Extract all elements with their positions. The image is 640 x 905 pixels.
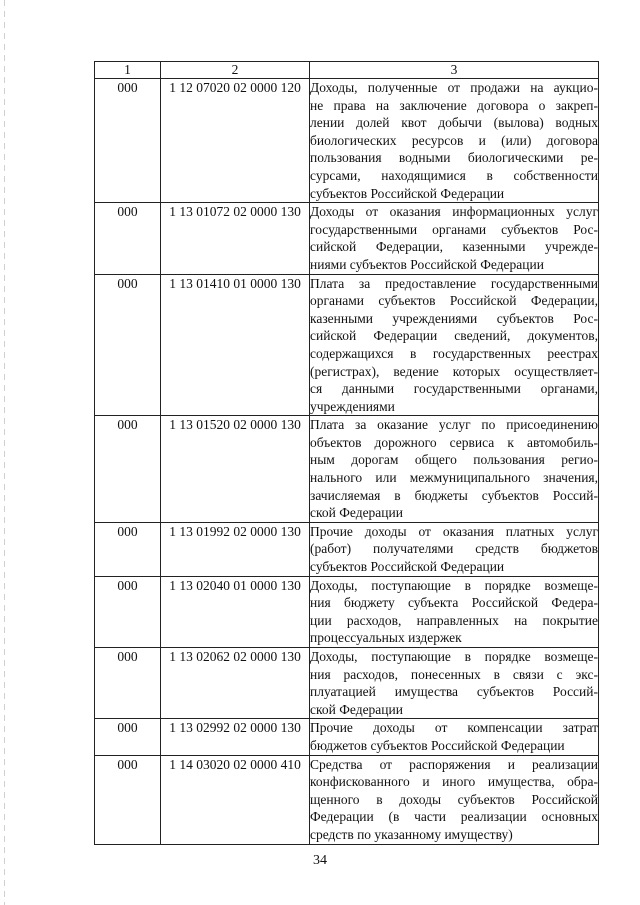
- description-line: Федерации (в части реализации основных: [310, 809, 598, 825]
- description-line: субъектов Российской Федерации: [310, 559, 505, 575]
- budget-code-cell: 1 13 01410 01 0000 130: [161, 274, 310, 416]
- description-line: процессуальных издержек: [310, 630, 462, 646]
- description-line: Доходы, полученные от продажи на аукцио-: [310, 80, 598, 95]
- description-line: содержащихся в государственных реестрах: [310, 345, 598, 361]
- table-row: [95, 648, 599, 719]
- description-line: плуатацией имущества субъектов Россий-: [310, 684, 598, 700]
- budget-code-cell: 1 13 01072 02 0000 130: [161, 203, 310, 274]
- scan-edge: [4, 0, 5, 905]
- table-row: [95, 416, 599, 523]
- description-cell: [310, 416, 599, 523]
- description-line: ской Федерации: [310, 701, 403, 717]
- description-line: (работ) получателями средств бюджетов: [310, 541, 598, 557]
- description-line: Доходы, поступающие в порядке возмеще-: [310, 577, 598, 593]
- admin-code-cell: 000: [95, 416, 161, 523]
- description-line: биологических ресурсов и (или) договора: [310, 132, 598, 148]
- description-line: органами субъектов Российской Федерации,: [310, 293, 598, 309]
- description-cell: [310, 203, 599, 274]
- admin-code-cell: 000: [95, 719, 161, 755]
- description-line: казенными учреждениями субъектов Рос-: [310, 310, 598, 326]
- description-line: Доходы от оказания информационных услуг: [310, 204, 598, 220]
- budget-code-cell: 1 13 01520 02 0000 130: [161, 416, 310, 523]
- description-line: субъектов Российской Федерации: [310, 185, 505, 201]
- admin-code-cell: 000: [95, 522, 161, 576]
- description-line: государственными органами субъектов Рос-: [310, 221, 598, 237]
- description-line: пользования водными биологическими ре-: [310, 150, 598, 166]
- description-line: ской Федерации: [310, 505, 403, 521]
- description-line: ным дорогам общего пользования регио-: [310, 452, 598, 468]
- revenue-codes-table: [94, 61, 599, 845]
- table-row: [95, 755, 599, 844]
- description-line: Средства от распоряжения и реализации: [310, 756, 598, 772]
- description-line: нального или межмуниципального значения,: [310, 470, 598, 486]
- description-line: сийской Федерации сведений, документов,: [310, 328, 598, 344]
- description-line: ся данными государственными органами,: [310, 381, 598, 397]
- budget-code-cell: 1 13 01992 02 0000 130: [161, 522, 310, 576]
- budget-code-cell: 1 13 02040 01 0000 130: [161, 576, 310, 647]
- budget-code-cell: 1 13 02062 02 0000 130: [161, 648, 310, 719]
- table-row: [95, 576, 599, 647]
- description-line: ния бюджету субъекта Российской Федера-: [310, 595, 598, 611]
- description-line: лении долей квот добычи (вылова) водных: [310, 115, 598, 131]
- header-col-1: 1: [95, 62, 161, 79]
- admin-code-cell: 000: [95, 576, 161, 647]
- header-col-2: 2: [161, 62, 310, 79]
- description-cell: [310, 755, 599, 844]
- header-col-3: 3: [310, 62, 599, 79]
- description-line: не права на заключение договора о закреп-: [310, 97, 598, 113]
- description-line: объектов дорожного сервиса к автомобиль-: [310, 434, 598, 450]
- description-line: ниями субъектов Российской Федерации: [310, 256, 544, 272]
- admin-code-cell: 000: [95, 79, 161, 203]
- budget-code-cell: 1 14 03020 02 0000 410: [161, 755, 310, 844]
- description-line: Плата за предоставление государственными: [310, 275, 598, 291]
- table-row: [95, 203, 599, 274]
- admin-code-cell: 000: [95, 203, 161, 274]
- description-line: щенного в доходы субъектов Российской: [310, 791, 598, 807]
- description-line: Прочие доходы от компенсации затрат: [310, 720, 598, 736]
- description-cell: [310, 274, 599, 416]
- description-line: зачисляемая в бюджеты субъектов Россий-: [310, 487, 598, 503]
- table-row: [95, 274, 599, 416]
- page-number: 34: [313, 853, 327, 868]
- budget-code-cell: 1 13 02992 02 0000 130: [161, 719, 310, 755]
- description-line: ния расходов, понесенных в связи с экс-: [310, 666, 598, 682]
- admin-code-cell: 000: [95, 648, 161, 719]
- description-line: учреждениями: [310, 398, 395, 414]
- description-line: Прочие доходы от оказания платных услуг: [310, 523, 598, 539]
- description-line: Плата за оказание услуг по присоединению: [310, 417, 598, 433]
- description-line: ции расходов, направленных на покрытие: [310, 612, 598, 628]
- description-cell: [310, 648, 599, 719]
- description-line: средств по указанному имуществу): [310, 826, 513, 842]
- description-line: бюджетов субъектов Российской Федерации: [310, 737, 565, 753]
- description-line: конфискованного и иного имущества, обра-: [310, 774, 598, 790]
- description-line: сийской Федерации, казенными учрежде-: [310, 239, 598, 255]
- description-cell: [310, 719, 599, 755]
- description-line: сурсами, находящимися в собственности: [310, 167, 598, 183]
- table-row: [95, 719, 599, 755]
- description-cell: [310, 522, 599, 576]
- budget-code-cell: 1 12 07020 02 0000 120: [161, 79, 310, 203]
- table-row: [95, 79, 599, 203]
- table-header-row: [95, 62, 599, 79]
- description-cell: [310, 79, 599, 203]
- description-line: (регистрах), ведение которых осуществляет-: [310, 363, 598, 379]
- table-row: [95, 522, 599, 576]
- admin-code-cell: 000: [95, 274, 161, 416]
- description-line: Доходы, поступающие в порядке возмеще-: [310, 649, 598, 664]
- admin-code-cell: 000: [95, 755, 161, 844]
- description-cell: [310, 576, 599, 647]
